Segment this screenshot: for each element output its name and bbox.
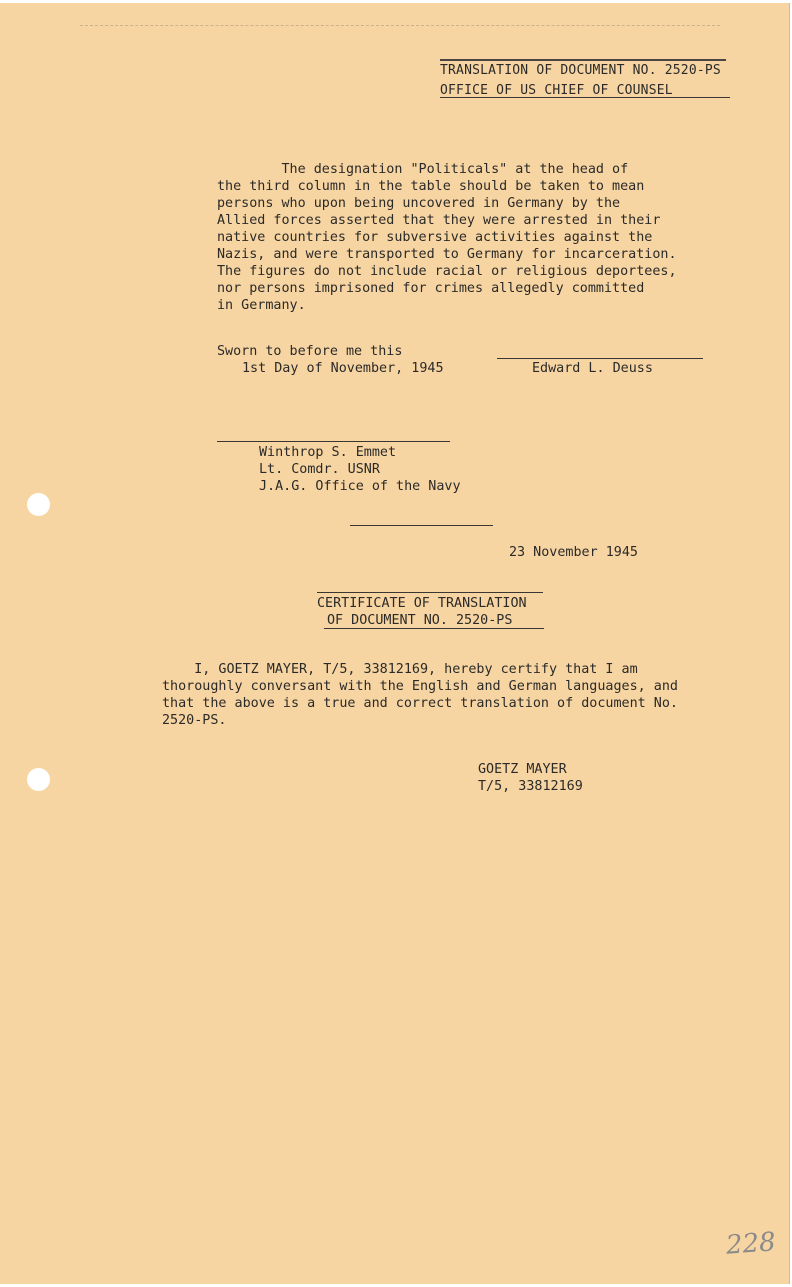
certification-line: I, GOETZ MAYER, T/5, 33812169, hereby certify that I am (162, 662, 638, 677)
paragraph-line: Nazis, and were transported to Germany for incarceration. (217, 247, 677, 262)
document-date: 23 November 1945 (509, 545, 638, 560)
certificate-title: CERTIFICATE OF TRANSLATION (317, 596, 527, 611)
translator-id: T/5, 33812169 (478, 779, 583, 794)
signer-name: Edward L. Deuss (532, 361, 653, 376)
paragraph-line: Allied forces asserted that they were arrested in their (217, 213, 661, 228)
paragraph-line: persons who upon being uncovered in Germany by the (217, 196, 621, 211)
header-rule-bottom (440, 97, 730, 98)
header-title: TRANSLATION OF DOCUMENT NO. 2520-PS (440, 63, 721, 78)
sworn-date: 1st Day of November, 1945 (242, 361, 444, 376)
sworn-line: Sworn to before me this (217, 344, 403, 359)
witness-signature-rule (217, 441, 450, 442)
punch-hole (27, 768, 50, 791)
paragraph-line: The figures do not include racial or religious deportees, (217, 264, 677, 279)
certificate-title-rule (317, 592, 543, 593)
paragraph-line: the third column in the table should be taken to mean (217, 179, 645, 194)
witness-name: Winthrop S. Emmet (259, 445, 397, 460)
translator-name: GOETZ MAYER (478, 762, 567, 777)
paragraph-line: in Germany. (217, 298, 306, 313)
document-page (0, 3, 790, 1284)
signature-rule (497, 358, 703, 359)
certification-line: thoroughly conversant with the English and German languages, and (162, 679, 678, 694)
punch-hole (27, 493, 50, 516)
page-number: 228 (725, 1227, 777, 1261)
paragraph-line: native countries for subversive activities against the (217, 230, 653, 245)
header-rule-top (440, 59, 726, 61)
scan-artifact (80, 25, 720, 29)
certificate-subtitle-rule (324, 628, 544, 629)
certificate-subtitle: OF DOCUMENT NO. 2520-PS (327, 613, 513, 628)
paragraph-line: The designation "Politicals" at the head of (217, 162, 629, 177)
section-divider (350, 525, 493, 526)
certification-line: that the above is a true and correct translation of document No. (162, 696, 678, 711)
paragraph-line: nor persons imprisoned for crimes allegedly committed (217, 281, 645, 296)
header-office: OFFICE OF US CHIEF OF COUNSEL (440, 83, 673, 98)
certification-line: 2520-PS. (162, 713, 227, 728)
witness-rank: Lt. Comdr. USNR (259, 462, 380, 477)
witness-office: J.A.G. Office of the Navy (259, 479, 461, 494)
